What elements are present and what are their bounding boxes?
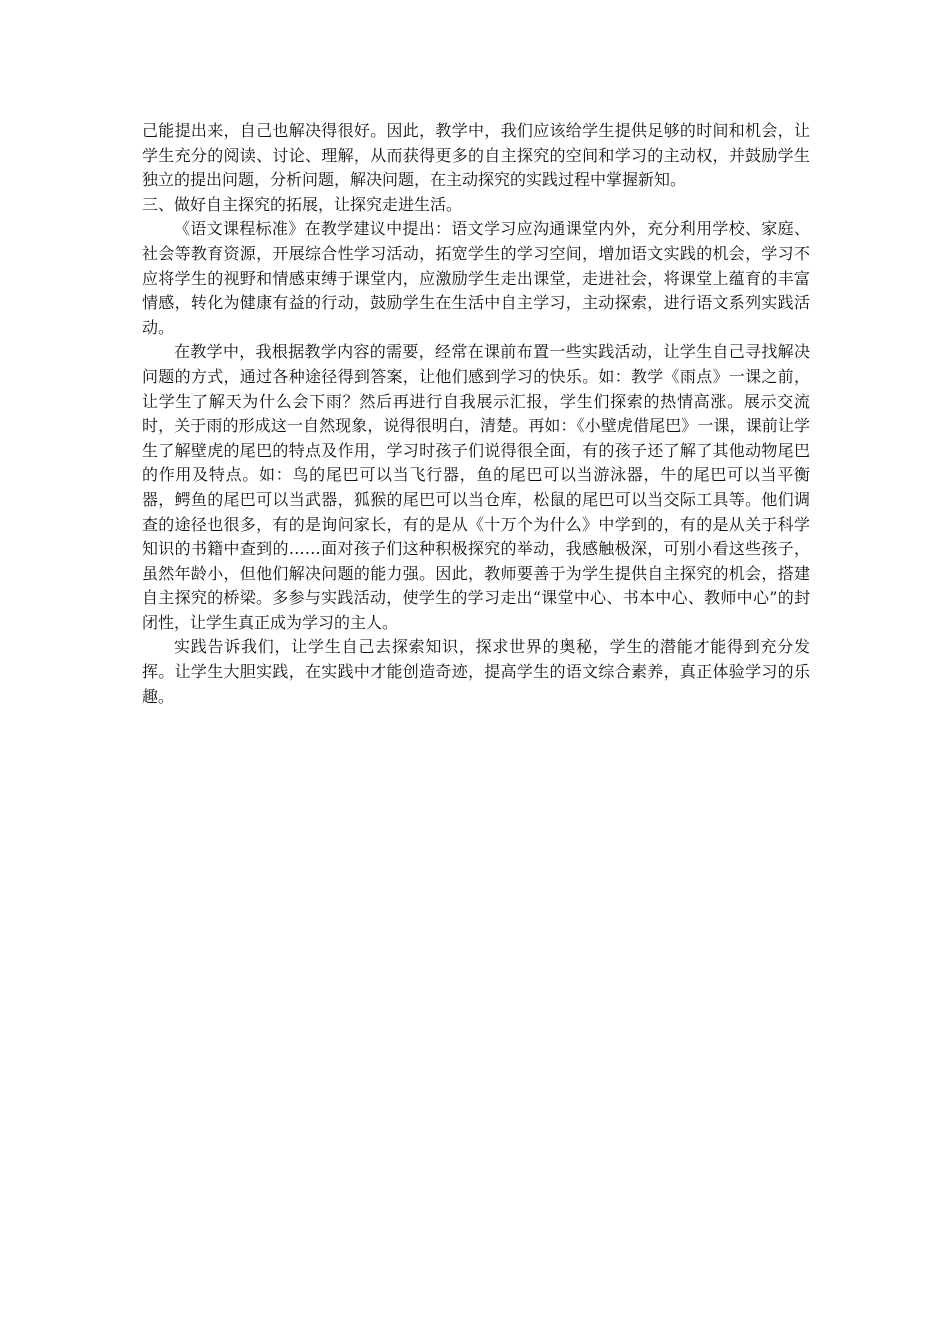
section-heading: 三、做好自主探究的拓展，让探究走进生活。: [142, 194, 463, 214]
paragraph-conclusion: 实践告诉我们，让学生自己去探索知识，探求世界的奥秘，学生的潜能才能得到充分发挥。让学生大胆实践，在实践中才能创造奇迹，提高学生的语文综合素养，真正体验学习的乐趣。: [142, 637, 810, 706]
paragraph-curriculum-standard: 《语文课程标准》在教学建议中提出：语文学习应沟通课堂内外，充分利用学校、家庭、社会等教育资源，开展综合性学习活动，拓宽学生的学习空间，增加语文实践的机会，学习不应将学生的视野和情感束缚于课堂内，应激励学生走出课堂，走进社会，将课堂上蕴育的丰富情感，转化为健康有益的行动，鼓励学生在生活中自主学习，主动探索，进行语文系列实践活动。: [142, 219, 810, 337]
paragraph-teaching-practice: 在教学中，我根据教学内容的需要，经常在课前布置一些实践活动，让学生自己寻找解决问题的方式，通过各种途径得到答案，让他们感到学习的快乐。如：教学《雨点》一课之前，让学生了解天为什么会下雨？然后再进行自我展示汇报，学生们探索的热情高涨。展示交流时，关于雨的形成这一自然现象，说得很明白，清楚。再如：《小壁虎借尾巴》一课，课前让学生了解壁虎的尾巴的特点及作用，学习时孩子们说得很全面，有的孩子还了解了其他动物尾巴的作用及特点。如：鸟的尾巴可以当飞行器，鱼的尾巴可以当游泳器，牛的尾巴可以当平衡器，鳄鱼的尾巴可以当武器，狐猴的尾巴可以当仓库，松鼠的尾巴可以当交际工具等。他们调查的途径也很多，有的是询问家长，有的是从《十万个为什么》中学到的，有的是从关于科学知识的书籍中查到的……面对孩子们这种积极探究的举动，我感触极深，可别小看这些孩子，虽然年龄小，但他们解决问题的能力强。因此，教师要善于为学生提供自主探究的机会，搭建自主探究的桥梁。多参与实践活动，使学生的学习走出“课堂中心、书本中心、教师中心”的封闭性，让学生真正成为学习的主人。: [142, 342, 810, 632]
document-page: [142, 119, 810, 709]
paragraph-continuation: 己能提出来，自己也解决得很好。因此，教学中，我们应该给学生提供足够的时间和机会，让学生充分的阅读、讨论、理解，从而获得更多的自主探究的空间和学习的主动权，并鼓励学生独立的提出问题，分析问题，解决问题，在主动探究的实践过程中掌握新知。: [142, 121, 810, 190]
